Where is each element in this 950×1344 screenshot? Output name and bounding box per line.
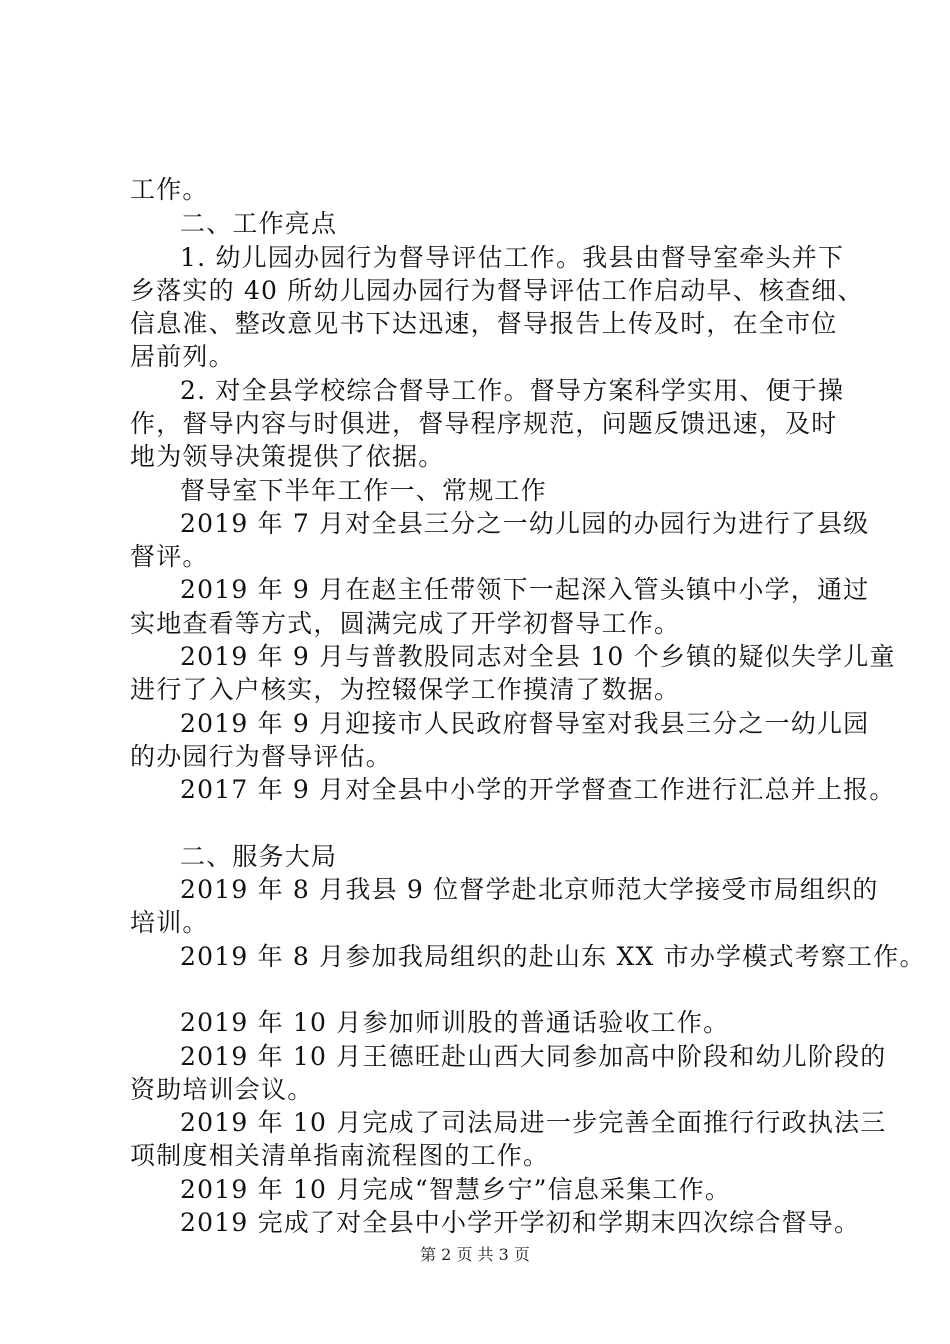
text-line: 2019 完成了对全县中小学开学初和学期末四次综合督导。 <box>180 1208 861 1237</box>
text-line: 2. 对全县学校综合督导工作。督导方案科学实用、便于操 <box>180 376 845 405</box>
text-line: 项制度相关清单指南流程图的工作。 <box>130 1141 550 1170</box>
text-line: 2019 年 10 月完成了司法局进一步完善全面推行行政执法三 <box>180 1108 887 1137</box>
text-line: 信息准、整改意见书下达迅速，督导报告上传及时，在全市位 <box>130 309 838 338</box>
text-line: 作，督导内容与时俱进，督导程序规范，问题反馈迅速，及时 <box>130 409 838 438</box>
text-line: 2019 年 9 月在赵主任带领下一起深入管头镇中小学，通过 <box>180 575 870 604</box>
text-line: 乡落实的 40 所幼儿园办园行为督导评估工作启动早、核查细、 <box>130 276 864 305</box>
section-heading: 二、工作亮点 <box>180 209 338 238</box>
text-line: 培训。 <box>130 908 209 937</box>
page-number-footer: 第 2 页 共 3 页 <box>420 1245 530 1264</box>
text-line: 1. 幼儿园办园行为督导评估工作。我县由督导室牵头并下 <box>180 243 845 272</box>
text-line: 工作。 <box>130 175 209 204</box>
text-line: 2019 年 10 月王德旺赴山西大同参加高中阶段和幼儿阶段的 <box>180 1042 887 1071</box>
text-line: 居前列。 <box>130 342 235 371</box>
text-line: 2019 年 9 月迎接市人民政府督导室对我县三分之一幼儿园 <box>180 709 870 738</box>
text-line: 督评。 <box>130 542 209 571</box>
text-line: 2019 年 10 月参加师训股的普通话验收工作。 <box>180 1008 730 1037</box>
text-line: 资助培训会议。 <box>130 1075 314 1104</box>
text-line: 2019 年 9 月与普教股同志对全县 10 个乡镇的疑似失学儿童 <box>180 642 896 671</box>
text-line: 2019 年 10 月完成“智慧乡宁”信息采集工作。 <box>180 1175 732 1204</box>
text-line: 2019 年 7 月对全县三分之一幼儿园的办园行为进行了县级 <box>180 509 870 538</box>
text-line: 的办园行为督导评估。 <box>130 742 393 771</box>
text-line: 2019 年 8 月我县 9 位督学赴北京师范大学接受市局组织的 <box>180 875 879 904</box>
section-heading: 督导室下半年工作一、常规工作 <box>180 476 547 505</box>
text-line: 进行了入户核实，为控辍保学工作摸清了数据。 <box>130 675 681 704</box>
text-line: 地为领导决策提供了依据。 <box>130 442 445 471</box>
text-line: 实地查看等方式，圆满完成了开学初督导工作。 <box>130 609 681 638</box>
section-heading: 二、服务大局 <box>180 842 338 871</box>
text-line: 2017 年 9 月对全县中小学的开学督查工作进行汇总并上报。 <box>180 775 896 804</box>
text-line: 2019 年 8 月参加我局组织的赴山东 XX 市办学模式考察工作。 <box>180 942 926 971</box>
